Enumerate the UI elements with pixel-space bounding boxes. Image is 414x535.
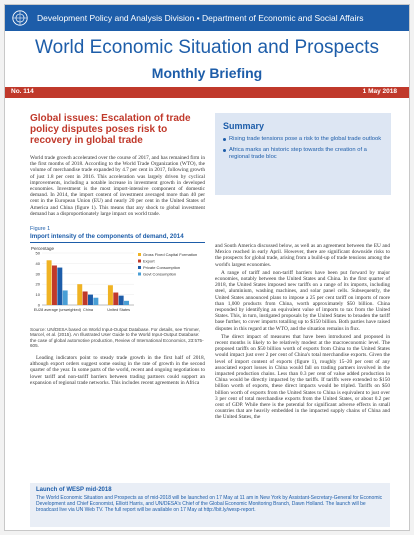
- paragraph: A range of tariff and non-tariff barriers have been put forward by major economies, notably between the United States and China. In the first quarter of 2018, the United States imposed new tariffs on a range of its imports, including steel, aluminium, washing machines, and solar panel cells. Subsequently, the United States announced plans to impose a 25 per cent tariff on imports of more than 1,000 products from China, worth approximately $50 billion. China responded by identifying an equivalent value of imports to tax from the United States. This, in turn, instigated proposals by the United States to broaden the tariff base further, to cover imports totalling up to $150 billion. Both parties have raised disputes in this regard at the WTO, and the situation remains in flux.: [215, 269, 390, 332]
- bar: [113, 293, 118, 305]
- x-tick-label: United States: [107, 308, 131, 312]
- division-name: Development Policy and Analysis Division • Department of Economic and Social Affairs: [37, 13, 364, 23]
- header-bar: [5, 5, 409, 31]
- y-tick-label: 40: [35, 260, 40, 266]
- publication-title: World Economic Situation and Prospects: [35, 37, 379, 58]
- legend-swatch: [138, 260, 141, 263]
- column-1-text: [30, 155, 205, 219]
- paragraph: and South America discussed below, as well as an agreement between the EU and Mexico reached in early April. However, there are significant downside risks to the prospects for global trade, arising from a build-up of trade tensions among the world's largest economies.: [215, 243, 390, 268]
- paragraph: World trade growth accelerated over the course of 2017, and has remained firm in the first months of 2018. According to the World Trade Organization (WTO), the volume of merchandise trade expanded by 4.7 per cent in 2017, following growth of just 1.8 per cent in 2016. This acceleration was largely driven by cyclical improvements, including a notable increase in investment growth in developed economies. Investment is the most import-intensive component of domestic demand. In 2014, the import content of investment averaged more than 40 per cent in the European Union (EU) and nearly 20 per cent in the United States of America and China (figure 1). This means that any shock to global investment demand has a disproportionately large impact on world trade.: [30, 155, 205, 217]
- summary-heading: Summary: [223, 121, 265, 131]
- bar: [77, 284, 82, 305]
- figure-title: Import intensity of the components of demand, 2014: [30, 233, 184, 240]
- bar: [88, 295, 93, 305]
- issue-bar: [5, 87, 409, 98]
- launch-heading: Launch of WESP mid-2018: [36, 487, 112, 493]
- launch-text: The World Economic Situation and Prospects as of mid-2018 will be launched on 17 May at 11 am in New York by Assistant-Secretary-General for Economic Development and Chief Economist, Elliott Harris, and UN/DESA's Chief of the Global Economic Monitoring Branch, Dawn Holland. The launch will be broadcast live via UN Web TV. The full report will be available on 17 May at http://bit.ly/wesp-report.: [36, 495, 383, 513]
- summary-list: [215, 131, 391, 161]
- publication-subtitle: Monthly Briefing: [151, 65, 263, 81]
- y-tick-label: 20: [35, 281, 40, 287]
- bar: [108, 285, 113, 305]
- bar: [83, 291, 88, 305]
- legend-swatch: [138, 253, 141, 256]
- y-axis-label: Percentage: [31, 246, 55, 251]
- bar: [93, 298, 98, 305]
- legend-label: Export: [143, 258, 155, 264]
- figure-label: Figure 1: [30, 226, 51, 232]
- un-emblem-icon: [11, 9, 29, 27]
- legend-label: Govt Consumption: [143, 271, 177, 277]
- y-tick-label: 0: [37, 302, 40, 308]
- column-2-text: [215, 243, 390, 423]
- launch-box: [30, 483, 390, 527]
- bar: [52, 265, 57, 305]
- legend-label: Gross Fixed Capital Formation: [143, 251, 198, 257]
- summary-item: Africa marks an historic step towards the creation of a regional trade bloc: [223, 147, 383, 161]
- bar: [47, 260, 52, 305]
- paragraph: Leading indicators point to steady trade growth in the first half of 2018, although export orders suggest some easing in the rate of growth in the second quarter of the year. In some parts of the world, recent and ongoing negotiations to lower tariff and non-tariff barriers between trading partners could support an expansion of regional trade networks. This includes recent agreements in Africa: [30, 355, 205, 386]
- bar: [63, 290, 68, 305]
- summary-box: [215, 113, 391, 195]
- legend-swatch: [138, 266, 141, 269]
- y-tick-label: 50: [35, 250, 40, 256]
- summary-item: Rising trade tensions pose a risk to the global trade outlook: [223, 136, 383, 143]
- briefing-page: [4, 4, 410, 531]
- bar: [57, 268, 62, 305]
- bar: [119, 296, 124, 305]
- x-tick-label: EU28 average (unweighted): [33, 308, 81, 312]
- paragraph: The direct impact of measures that have been introduced and proposed in recent months is likely to be relatively modest at the macroeconomic level. The proposed tariffs on $50 billion worth of exports from China to the United States would impact just over 2 per cent of China's total merchandise exports. Given the level of import content of exports (figure 1), roughly 15–20 per cent of any associated export losses in China would fall on trading partners involved in the impacted production chains. Less than 0.3 per cent of value added production in China would be directly impacted by the tariffs. If tariffs were extended to $150 billion worth of exports, these direct impacts would be tripled. Tariffs on $50 billion worth of exports from the United States to China is equivalent to just over 3 per cent of total merchandise exports from the United States, or about 0.2 per cent of GDP. While there is the potential for significant adverse effects in small countries that are heavily embedded in the impacted supply chains of China and the United States, the: [215, 333, 390, 421]
- x-tick-label: China: [83, 308, 93, 312]
- y-tick-label: 10: [35, 292, 40, 298]
- legend-swatch: [138, 273, 141, 276]
- issue-number: No. 114: [11, 88, 34, 95]
- issue-date: 1 May 2018: [362, 88, 397, 95]
- y-tick-label: 30: [35, 271, 40, 277]
- legend-label: Private Consumption: [143, 264, 181, 270]
- figure-source: Source: UN/DESA based on World Input-Output Database. For details, see Timmer, Marcel, et al. (2015). An Illustrated User Guide to the World Input-Output Database: the case of global automotive production, Review of International Economics, 23:575-605.: [30, 327, 204, 349]
- figure-rule: [30, 242, 205, 243]
- column-1b-text: [30, 355, 205, 388]
- article-headline: Global issues: Escalation of trade policy disputes poses risk to recovery in global trade: [30, 113, 191, 146]
- import-intensity-chart: [30, 245, 205, 325]
- bar: [124, 301, 129, 305]
